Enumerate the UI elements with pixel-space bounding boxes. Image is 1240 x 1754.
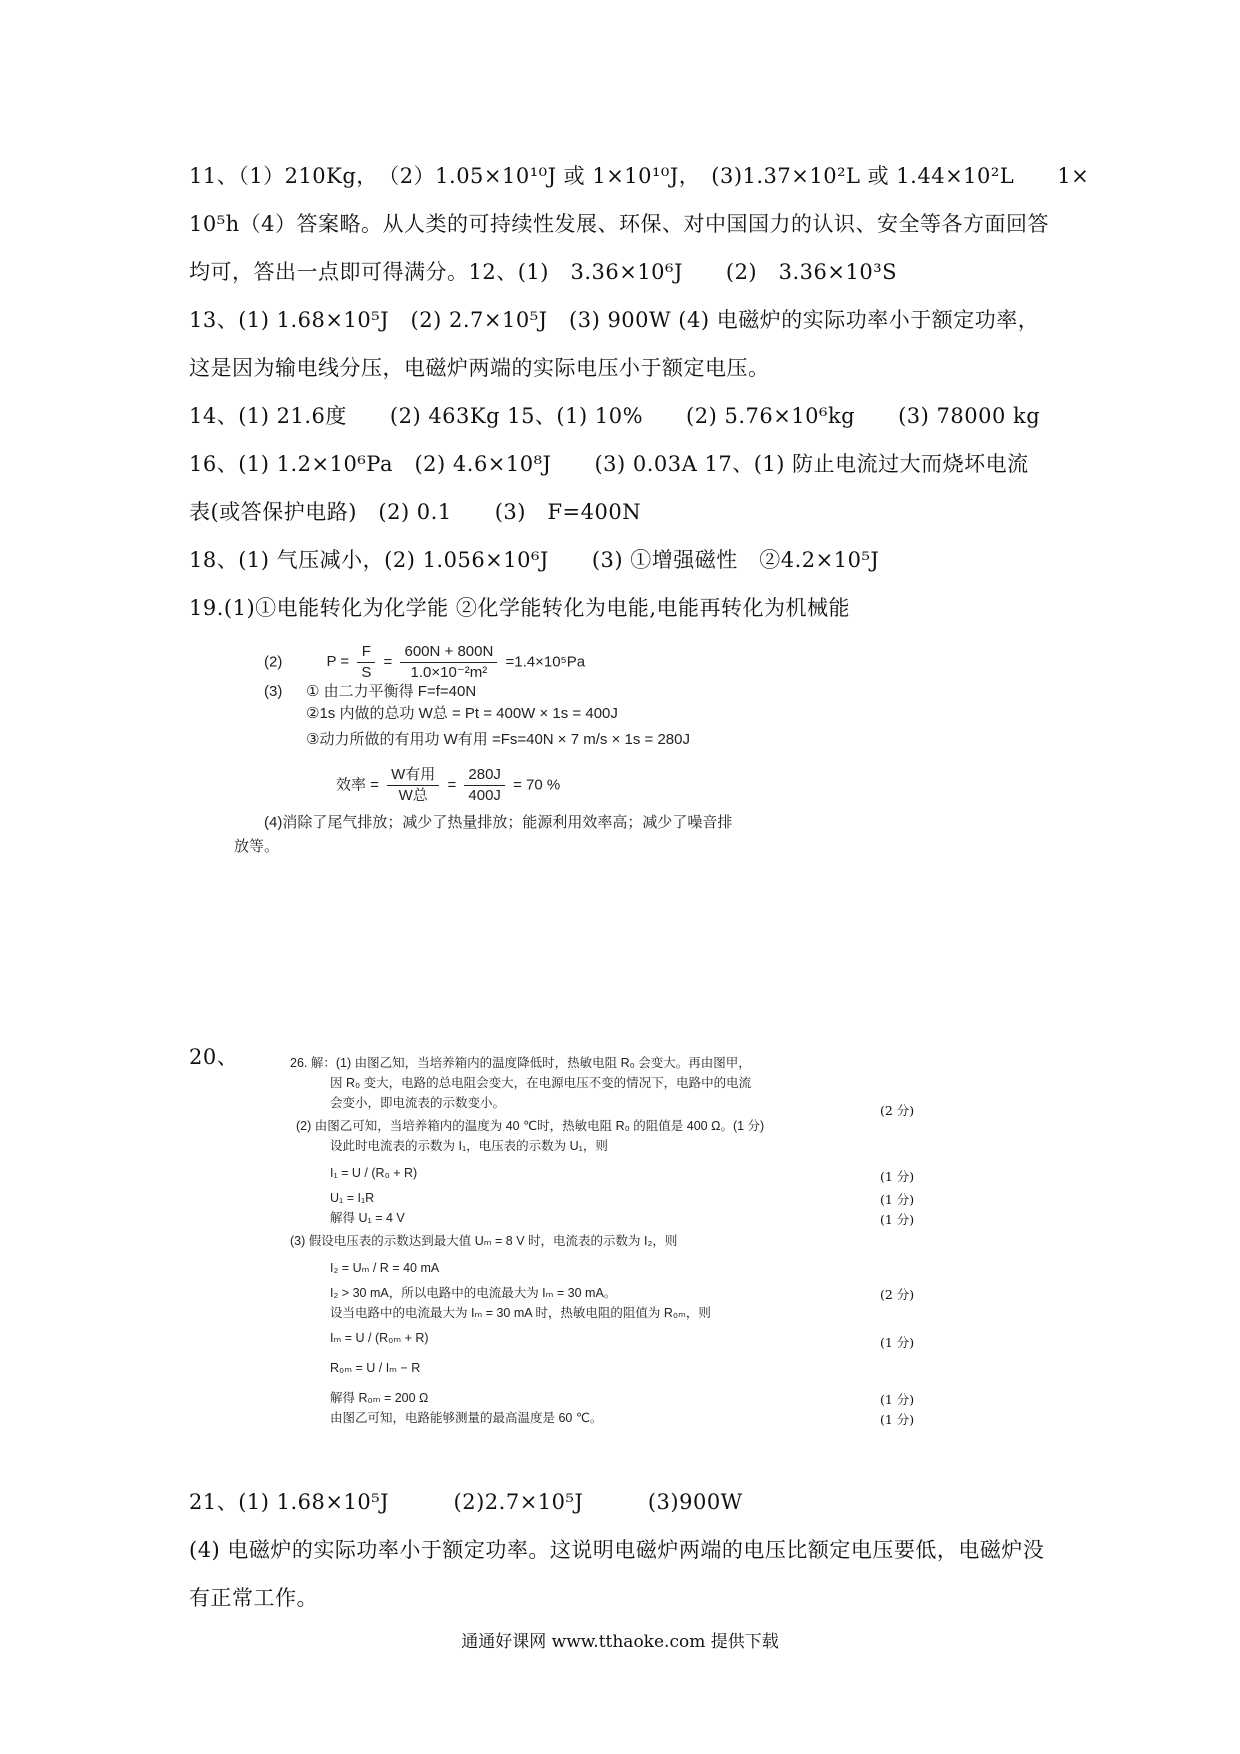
q19-p2-result: =1.4×10⁵Pa bbox=[505, 653, 586, 671]
q20-r1: 26. 解：(1) 由图乙知，当培养箱内的温度降低时，热敏电阻 R₀ 会变大。再由图甲， bbox=[290, 1056, 751, 1070]
q20-r16-score: (1 分) bbox=[880, 1412, 915, 1427]
q19-p2-s: S bbox=[361, 664, 372, 681]
q19-part2 bbox=[264, 642, 585, 683]
q19-eff-frac1 bbox=[387, 765, 439, 806]
q20-r16: 由图乙可知，电路能够测量的最高温度是 60 ℃。 bbox=[330, 1411, 603, 1425]
q21-line1: 21、(1) 1.68×10⁵J (2)2.7×10⁵J (3)900W bbox=[189, 1490, 743, 1514]
q20-r7: U₁ = I₁R bbox=[330, 1191, 375, 1205]
q20-r5: 设此时电流表的示数为 I₁，电压表的示数为 U₁，则 bbox=[330, 1139, 608, 1153]
q19-p4-b: 放等。 bbox=[234, 838, 280, 855]
q19-eff-den: W总 bbox=[398, 787, 428, 804]
q19-p2-eq: = bbox=[383, 653, 393, 671]
q20-r14: R₀ₘ = U / Iₘ − R bbox=[330, 1361, 421, 1375]
q21-line2: (4) 电磁炉的实际功率小于额定功率。这说明电磁炉两端的电压比额定电压要低，电磁炉没 bbox=[189, 1538, 1045, 1562]
answer-line-13: 13、(1) 1.68×10⁵J (2) 2.7×10⁵J (3) 900W (4) 电磁炉的实际功率小于额定功率， bbox=[189, 308, 1040, 332]
q19-eff-lhs: 效率 = bbox=[336, 776, 379, 794]
q19-p2-num: 600N + 800N bbox=[400, 642, 497, 663]
answer-line-11: 11、（1）210Kg， （2）1.05×10¹⁰J 或 1×10¹⁰J， (3)1.37×10²L 或 1.44×10²L 1× bbox=[189, 164, 1090, 188]
q20-r2: 因 R₀ 变大，电路的总电阻会变大，在电源电压不变的情况下，电路中的电流 bbox=[330, 1076, 752, 1090]
q19-p2-frac bbox=[400, 642, 497, 683]
answer-line-11-cont: 10⁵h（4）答案略。从人类的可持续性发展、环保、对中国国力的认识、安全等各方面回答 bbox=[189, 212, 1050, 236]
q19-eff-eq: = bbox=[447, 776, 457, 794]
answer-line-12: 均可，答出一点即可得满分。12、(1) 3.36×10⁶J (2) 3.36×10³S bbox=[189, 260, 898, 284]
q19-eff-frac2 bbox=[464, 765, 505, 806]
q20-r12: 设当电路中的电流最大为 Iₘ = 30 mA 时，热敏电阻的阻值为 R₀ₘ，则 bbox=[330, 1306, 711, 1320]
q19-p2-fs bbox=[357, 642, 375, 683]
q19-eff-result: = 70 % bbox=[513, 776, 561, 794]
q20-r6-score: (1 分) bbox=[880, 1169, 915, 1184]
q20-r7-score: (1 分) bbox=[880, 1192, 915, 1207]
q19-p3-label: (3) bbox=[264, 683, 283, 700]
q20-r8: 解得 U₁ = 4 V bbox=[330, 1211, 405, 1225]
q20-r6: I₁ = U / (R₀ + R) bbox=[330, 1166, 418, 1180]
q19-eff-den2: 400J bbox=[468, 787, 501, 804]
answer-line-19: 19.(1)①电能转化为化学能 ②化学能转化为电能,电能再转化为机械能 bbox=[189, 596, 850, 620]
answer-line-13-cont: 这是因为输电线分压，电磁炉两端的实际电压小于额定电压。 bbox=[189, 356, 770, 380]
q19-p3-1: ① 由二力平衡得 F=f=40N bbox=[306, 683, 477, 700]
q19-p2-den: 1.0×10⁻²m² bbox=[410, 664, 488, 681]
answer-line-18: 18、(1) 气压减小，(2) 1.056×10⁶J (3) ①增强磁性 ②4.2×10⁵J bbox=[189, 548, 880, 572]
q20-r3-score: (2 分) bbox=[880, 1103, 915, 1118]
q20-r15-score: (1 分) bbox=[880, 1392, 915, 1407]
q20-r9: (3) 假设电压表的示数达到最大值 Uₘ = 8 V 时，电流表的示数为 I₂，则 bbox=[290, 1234, 678, 1248]
q20-r13: Iₘ = U / (R₀ₘ + R) bbox=[330, 1331, 429, 1345]
q20-r13-score: (1 分) bbox=[880, 1335, 915, 1350]
q19-p3-3: ③动力所做的有用功 W有用 =Fs=40N × 7 m/s × 1s = 280J bbox=[306, 731, 690, 748]
q19-p2-lhs: P = bbox=[326, 653, 350, 671]
answer-line-16-17: 16、(1) 1.2×10⁶Pa (2) 4.6×10⁸J (3) 0.03A 17、(1) 防止电流过大而烧坏电流 bbox=[189, 452, 1029, 476]
footer-source: 通通好课网 www.tthaoke.com 提供下载 bbox=[461, 1632, 779, 1652]
q19-p2-label: (2) bbox=[264, 653, 283, 671]
q19-p4-a: (4)消除了尾气排放；减少了热量排放；能源利用效率高；减少了噪音排 bbox=[264, 814, 733, 831]
q19-eff-num: W有用 bbox=[387, 765, 439, 786]
q20-r11-score: (2 分) bbox=[880, 1287, 915, 1302]
answer-line-17-cont: 表(或答保护电路) (2) 0.1 (3) F=400N bbox=[189, 500, 642, 524]
answer-line-14-15: 14、(1) 21.6度 (2) 463Kg 15、(1) 10% (2) 5.76×10⁶kg (3) 78000 kg bbox=[189, 404, 1041, 428]
q20-r10: I₂ = Uₘ / R = 40 mA bbox=[330, 1261, 440, 1275]
q20-label: 20、 bbox=[189, 1045, 239, 1069]
q20-r3: 会变小，即电流表的示数变小。 bbox=[330, 1096, 506, 1110]
q19-efficiency bbox=[336, 765, 560, 806]
q19-p2-f: F bbox=[357, 642, 375, 663]
q20-r15: 解得 R₀ₘ = 200 Ω bbox=[330, 1391, 429, 1405]
q20-r11: I₂ > 30 mA，所以电路中的电流最大为 Iₘ = 30 mA。 bbox=[330, 1286, 617, 1300]
q20-r4: (2) 由图乙可知，当培养箱内的温度为 40 ℃时，热敏电阻 R₀ 的阻值是 400 Ω。(1 分) bbox=[296, 1119, 765, 1133]
q19-eff-num2: 280J bbox=[464, 765, 505, 786]
q20-r8-score: (1 分) bbox=[880, 1212, 915, 1227]
q21-line3: 有正常工作。 bbox=[189, 1586, 318, 1610]
q19-p3-2: ②1s 内做的总功 W总 = Pt = 400W × 1s = 400J bbox=[306, 705, 618, 722]
